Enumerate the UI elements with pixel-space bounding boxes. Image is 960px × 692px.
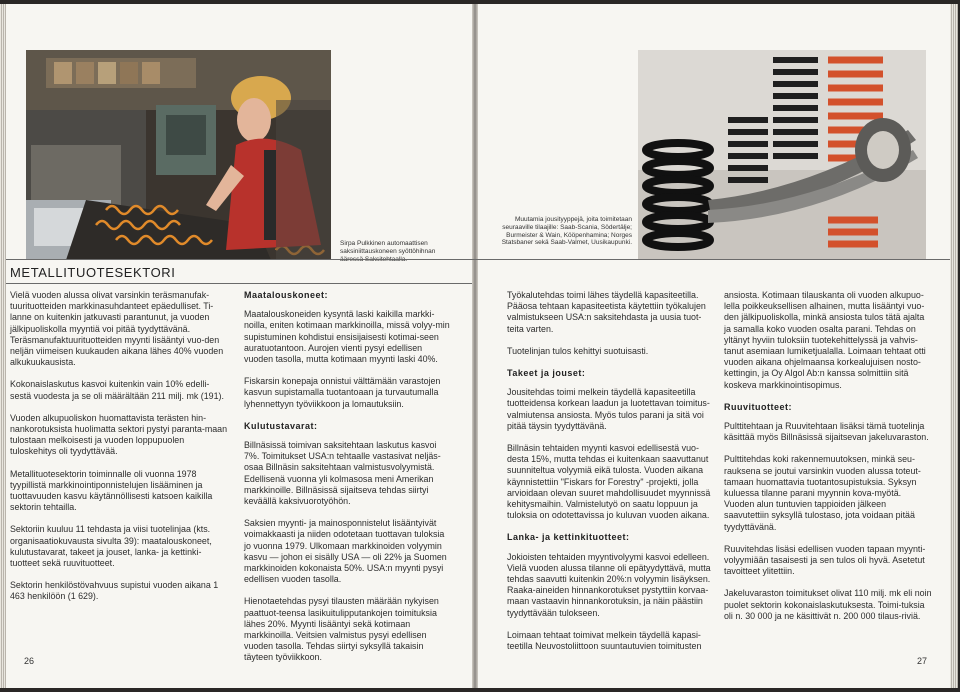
paragraph: Vuoden alkupuoliskon huomattavista terästen hin-nankorotuksista huolimatta sektori pystyi paranta-maan tulostaan melkoisesti ja vuoden loppupuolen tuloskehitys oli tyydyttävää. [10, 412, 228, 457]
springs-photo [638, 50, 926, 260]
paragraph: Loimaan tehtaat toimivat melkein täydellä kapasi-teetilla Neuvostoliittoon suuntautuvien toimitusten [507, 629, 702, 652]
paragraph: Saksien myynti- ja mainosponnistelut lisääntyivät voimakkaasti ja niiden odotetaan tuottavan tuloksia jo vuonna 1979. Ulkomaan markkinoiden volyymin kasvu — johon ei sisälly USA — oli 22% ja Suomen markkinoiden kokonaista 50%. USA:n myynti pysyi edellisen vuoden tasolla. [244, 518, 447, 585]
text-column-1 [10, 290, 228, 614]
paragraph: ansiosta. Kotimaan tilauskanta oli vuoden alkupuo-lella poikkeuksellisen alhainen, mutta lisääntyi vuo-den jälkipuoliskolla, minkä ansiosta tulos tätä ajalta ja samalla koko vuoden osalta parani. Tehdas on yltänyt hyviin tuloksiin tuotekehittelyssä ja vahvis-tanut asemiaan lumiketjualalla. Loimaan tehtaat otti vuoden aikana ohjelmaansa korkealujuisen nosto-kettingin, ja Oy Algol Ab:n kanssa solmittiin sitä koskeva markkinointisopimus. [724, 290, 926, 390]
subheading-forgings-and-springs: Takeet ja jouset: [507, 368, 586, 379]
page-number-left: 26 [24, 656, 35, 666]
text-column-3 [507, 290, 713, 663]
paragraph: Kokonaislaskutus kasvoi kuitenkin vain 10% edelli-sestä vuodesta ja se oli määrältään 211 milj. mk (191). [10, 379, 224, 401]
paragraph: Sektorin henkilöstövahvuus supistui vuoden aikana 1 463 henkilöön (1 629). [10, 580, 219, 602]
paragraph: Billnäsin tehtaiden myynti kasvoi edellisestä vuo-desta 15%, mutta tehdas ei kuitenkaan saavuttanut suunniteltua volyymiä eikä tulosta. Vuoden aikana käynnistettiin "Fiskars for Forestry" -projekti, jolla arvioidaan olevan suuret mahdollisuudet myynnissä kehitysmaihin. Valmistelutyö on saatu loppuun ja tuloksia on odotettavissa jo kuluvan vuoden aikana. [507, 443, 711, 521]
subheading-agricultural-machinery: Maatalouskoneet: [244, 290, 329, 300]
right-photo-caption: Muutamia jousityyppejä, joita toimitetaan seuraaville tilaajille: Saab-Scania, Södertälje; Burmeister & Wain, Kööpenhamina; Norges Statsbaner sekä Saab-Valmet, Uusikaupunki. [501, 216, 632, 247]
paragraph: Vielä vuoden alussa olivat varsinkin teräsmanufak-tuurituotteiden markkinasuhdanteet epäedulliset. Ti-lanne on kuitenkin jatkuvasti parantunut, ja vuoden jälkipuoliskolla myyntiä voi pitää tyydyttävänä. Teräsmanufaktuurituotteiden myynti lisääntyi vuo-den neljän viimeisen kuukauden aikana lähes 40% vuoden alkukuukausista. [10, 290, 224, 368]
paragraph: Maatalouskoneiden kysyntä laski kaikilla markki-noilla, eniten kotimaan markkinoilla, missä volyy-min supistuminen kohdistui ensisijaisesti kotimai-seen auratuotantoon. Aurojen vienti pysyi edellisen vuoden tasolla, mutta kotimaan myynti laski 40%. [244, 309, 450, 365]
paragraph: Fiskarsin konepaja onnistui välttämään varastojen kasvun supistamalla tuotantoaan ja turvautumalla lyhennettyyn työviikkoon ja lomautuksiin. [244, 376, 441, 409]
subheading-consumer-goods: Kulutustavarat: [244, 420, 318, 431]
paragraph: Jokioisten tehtaiden myyntivolyymi kasvoi edelleen. Vielä vuoden alussa tilanne oli epätyydyttävä, mutta tehdas saavutti kuitenkin 20%:n volyymin lisäyksen. Raaka-aineiden hinnankorotukset pystyttiin korvaa-maan vastaavin hinnankorotuksin, ja näin päästiin tyydyttävään tulokseen. [507, 551, 711, 618]
section-rule-bottom [6, 283, 472, 284]
page-number-right: 27 [917, 656, 928, 666]
section-title: METALLITUOTESEKTORI [10, 265, 176, 280]
paragraph: Jakeluvaraston toimitukset olivat 110 milj. mk eli noin puolet sektorin kokonaislaskutuksesta. Toimi-tuksia oli n. 30 000 ja ne käsittivät n. 200 000 tilaus-riviä. [724, 588, 932, 621]
paragraph: Sektoriin kuuluu 11 tehdasta ja viisi tuotelinjaa (kts. organisaatiokuvausta sivulta 39): maatalouskoneet, kulutustavarat, takeet ja jouset, lanka- ja kettinki-tuotteet sekä ruuvituotteet. [10, 524, 212, 569]
paragraph: Jousitehdas toimi melkein täydellä kapasiteetilla tuotteidensa korkean laadun ja luotettavan toimitus-valmiutensa ansiosta. Myös tulos parani ja sitä voi pitää täysin tyydyttävänä. [507, 387, 710, 431]
paragraph: Pulttitehdas koki rakennemuutoksen, minkä seu-rauksena se joutui varsinkin vuoden alussa toteut-tamaan huomattavia tuotantosupistuksia. Syksyn kuluessa tilanne parani myynnin kova-myötä. Vuoden alun tuntuvien tappioiden jälkeen saavutettiin syksyllä tulostaso, jota voidaan pitää tyydyttävänä. [724, 454, 921, 532]
paragraph: Metallituotesektorin toiminnalle oli vuonna 1978 tyypillistä markkinointiponnistelujen lisääminen ja tuottavuuden kasvu käytännöllisesti katsoen kaikilla sektorin tehtailla. [10, 468, 213, 513]
subheading-screw-products: Ruuvituotteet: [724, 401, 792, 412]
section-rule-top [6, 259, 950, 260]
paragraph: Pulttitehtaan ja Ruuvitehtaan lisäksi tämä tuotelinja käsittää myös Billnäsissä sijaitsevan jakeluvaraston. [724, 421, 929, 443]
text-column-4 [724, 290, 932, 633]
page-edge-right [950, 4, 958, 688]
factory-worker-photo [26, 50, 331, 260]
paragraph: Tuotelinjan tulos kehittyi suotuisasti. [507, 345, 649, 356]
left-photo-caption: Sirpa Pulkkinen automaattisen saksiniittauskoneen syöttöhihnan [340, 240, 436, 255]
paragraph: Billnäsissä toimivan saksitehtaan laskutus kasvoi 7%. Toimitukset USA:n tehtaalle vastasivat neljäs-osaa Billnäsin saksitehtaan valmistusvolyymistä. Edellisenä vuonna yli kolmasosa meni Amerikan markkinoille. Billnäsissä sijaitseva tehdas siirtyi keväällä kaksivuorotyöhön. [244, 440, 441, 507]
paragraph: Työkalutehdas toimi lähes täydellä kapasiteetilla. Pääosa tehtaan kapasiteetista käytettiin työkalujen valmistukseen USA:n saksitehdasta ja uusia tuot-teita varten. [507, 290, 706, 334]
paragraph: Ruuvitehdas lisäsi edellisen vuoden tapaan myynti-volyymiään tasaisesti ja sen tulos oli hyvä. Asetetut tavoitteet ylitettiin. [724, 543, 926, 577]
book-gutter [472, 4, 478, 688]
subheading-wire-and-chain: Lanka- ja kettinkituotteet: [507, 532, 630, 543]
text-column-2 [244, 290, 450, 675]
paragraph: Hienotaetehdas pysyi tilausten määrään nykyisen paattuot-teensa lasikuitulipputankojen toimituksia lähes 20%. Myynti lisääntyi sekä kotimaan markkinoilla. Veitsien valmistus pysyi edellisen vuoden tasolla. Tehdas siirtyi syksyllä takaisin täyteen työviikkoon. [244, 596, 439, 663]
